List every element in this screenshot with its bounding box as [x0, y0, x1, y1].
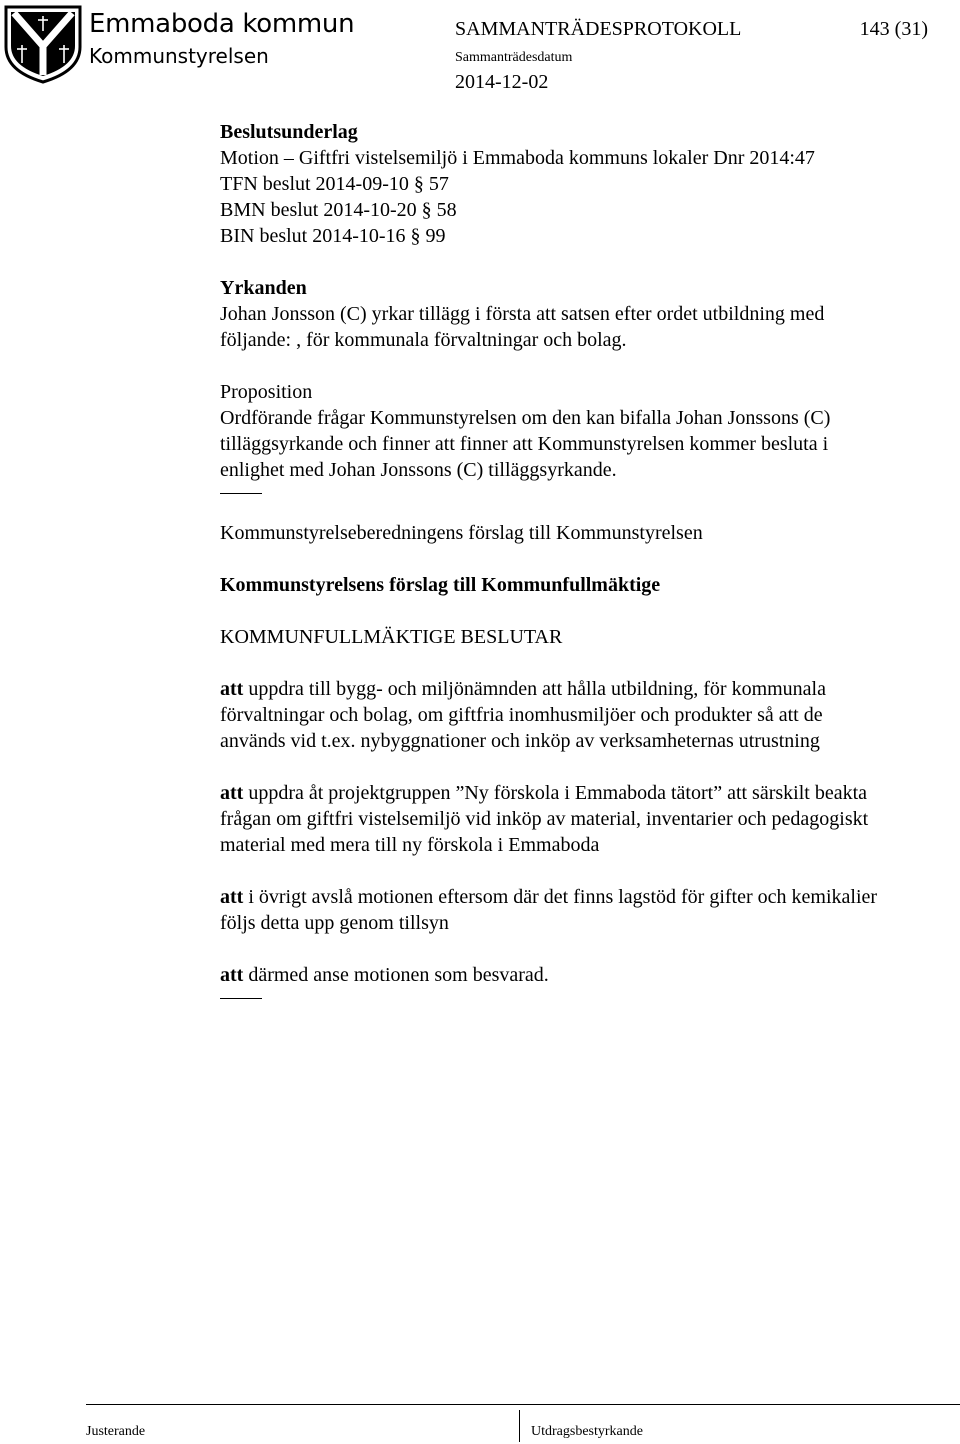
decision-item — [220, 884, 960, 910]
decision-item — [220, 780, 960, 806]
proposition-line: Ordförande frågar Kommunstyrelsen om den kan bifalla Johan Jonssons (C) — [220, 407, 831, 429]
beslutsunderlag-heading: Beslutsunderlag — [220, 121, 358, 143]
att-keyword: att — [220, 964, 244, 986]
att-keyword: att — [220, 782, 244, 804]
document-type: SAMMANTRÄDESPROTOKOLL — [455, 18, 742, 40]
footer-utdragsbestyrkande-label: Utdragsbestyrkande — [531, 1424, 643, 1439]
meeting-date-label: Sammanträdesdatum — [455, 50, 573, 65]
decision-text: i övrigt avslå motionen eftersom där det finns lagstöd för gifter och kemikalier — [243, 886, 878, 908]
yrkande-line: Johan Jonsson (C) yrkar tillägg i första att satsen efter ordet utbildning med — [220, 303, 825, 325]
underlag-line: BIN beslut 2014-10-16 § 99 — [220, 225, 446, 247]
att-keyword: att — [220, 886, 244, 908]
section-divider — [220, 998, 262, 999]
yrkanden-heading: Yrkanden — [220, 277, 307, 299]
underlag-line: Motion – Giftfri vistelsemiljö i Emmaboda kommuns lokaler Dnr 2014:47 — [220, 147, 815, 169]
decision-item — [220, 962, 960, 988]
underlag-line: BMN beslut 2014-10-20 § 58 — [220, 199, 457, 221]
decision-line: förvaltningar och bolag, om giftfria inomhusmiljöer och produkter så att de — [220, 704, 823, 726]
proposition-line: tilläggsyrkande och finner att finner att Kommunstyrelsen kommer besluta i — [220, 433, 829, 455]
att-keyword: att — [220, 678, 244, 700]
beredning-proposal: Kommunstyrelseberedningens förslag till Kommunstyrelsen — [220, 522, 703, 544]
yrkande-line: följande: , för kommunala förvaltningar och bolag. — [220, 329, 627, 351]
proposition-heading: Proposition — [220, 381, 313, 403]
decision-line: frågan om giftfri vistelsemiljö vid inköp av material, inventarier och pedagogiskt — [220, 808, 869, 830]
decision-line: material med mera till ny förskola i Emmaboda — [220, 834, 600, 856]
organization-name: Emmaboda kommun — [89, 9, 355, 39]
underlag-line: TFN beslut 2014-09-10 § 57 — [220, 173, 449, 195]
page-number: 143 (31) — [859, 18, 928, 40]
footer-justerande-label: Justerande — [86, 1424, 146, 1439]
protocol-body — [220, 119, 960, 1012]
decision-text: därmed anse motionen som besvarad. — [243, 964, 549, 986]
footer-divider — [519, 1410, 520, 1442]
meeting-date: 2014-12-02 — [455, 71, 549, 93]
decision-item — [220, 676, 960, 702]
proposition-line: enlighet med Johan Jonssons (C) tilläggsyrkande. — [220, 459, 617, 481]
organization-unit: Kommunstyrelsen — [89, 44, 269, 68]
section-divider — [220, 493, 262, 494]
decision-text: uppdra åt projektgruppen ”Ny förskola i Emmaboda tätort” att särskilt beakta — [243, 782, 868, 804]
coat-of-arms-icon — [2, 3, 84, 85]
footer-rule — [86, 1404, 960, 1405]
kf-decides-heading: KOMMUNFULLMÄKTIGE BESLUTAR — [220, 626, 563, 648]
ks-proposal-heading: Kommunstyrelsens förslag till Kommunfullmäktige — [220, 574, 661, 596]
decision-line: följs detta upp genom tillsyn — [220, 912, 449, 934]
decision-line: används vid t.ex. nybyggnationer och inköp av verksamheternas utrustning — [220, 730, 820, 752]
decision-text: uppdra till bygg- och miljönämnden att hålla utbildning, för kommunala — [243, 678, 826, 700]
